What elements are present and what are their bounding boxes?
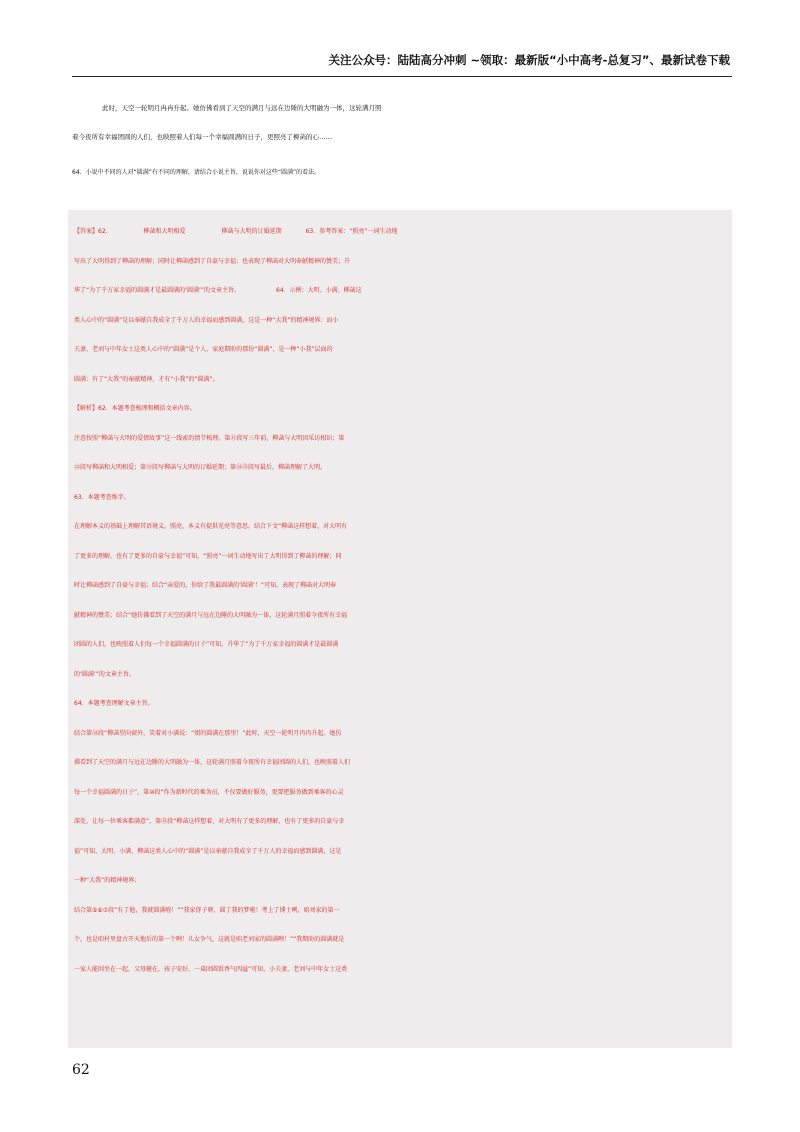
analysis-line: 深处，让每一位乘客都满意”，第⑮段“柳菡这样想着，对大明有了更多的理解，也有了更多的自豪与幸 [74, 818, 345, 825]
analysis-line: 64．本题考查理解文章主旨。 [74, 700, 154, 707]
analysis-line: 个，也是咱村里盘古开天地后的第一个咧！儿女争气，这就是咱老刘家的圆满咧！”“我期盼的圆满就是 [74, 936, 345, 943]
analysis-line: 【解析】62．本题考查梳理和概括文章内容。 [74, 405, 196, 412]
header-divider [72, 76, 732, 77]
analysis-line: 在理解本义的基础上理解其语境义。照亮，本义有提供光亮等意思。结合下文“柳菡这样想着，对大明有 [74, 523, 348, 530]
analysis-line: 结合第⑭段“柳菡望向窗外，笑着对小满说：“姐的圆满在那里！”此时，天空一轮明月冉冉升起。她仿 [74, 729, 342, 737]
analysis-line: 每一个幸福圆满的日子”，第⑩段“作为新时代的乘务员，不仅要做好服务，更要把服务做到乘客的心灵 [74, 788, 344, 796]
analysis-line: 佛看到了天空的满月与远在边陲的大明融为一体，这轮满月照着今夜所有幸福团圆的人们，也映照着人们 [74, 759, 351, 766]
analysis-line: 一种“大我”的精神境界； [74, 877, 141, 884]
answer-line: 华了“为了千万家幸福的圆满才是最圆满的‘圆满’”的文章主旨。 64．示例：大明、小满、柳菡这 [74, 287, 362, 294]
analysis-line: 团圆的人们，也映照着人们每一个幸福圆满的日子”可知，升华了“为了千万家幸福的圆满才是最圆满 [74, 641, 339, 648]
analysis-line: 时让柳菡感到了自豪与幸福；结合“亲爱的，你给了我最圆满的‘圆满’！”可知，表现了柳菡对大明奉 [74, 582, 337, 589]
page-header: 关注公众号：陆陆高分冲刺 ~领取：最新版“小中高考-总复习”、最新试卷下载 [328, 53, 730, 67]
analysis-line: 福”可知，大明、小满、柳菡这类人心中的“圆满”是以奉献自我成全了千万人的幸福而感到圆满，这是 [74, 847, 342, 855]
answer-analysis-block [74, 217, 734, 984]
analysis-line: 了更多的理解，也有了更多的自豪与幸福”可知，“照亮”一词生动地写出了大明得到了柳菡的理解；同 [74, 552, 342, 560]
answer-line: 写出了大明得到了柳菡的理解；同时让柳菡感到了自豪与幸福；也表现了柳菡对大明奉献精神的赞美；升 [74, 257, 351, 265]
analysis-line: ⑫段写柳菡和大明相爱；第⑬段写柳菡与大明的订婚延期；第⑭⑮段写最后，柳菡理解了大明。 [74, 464, 327, 471]
page-number: 62 [72, 1062, 90, 1078]
analysis-line: 献精神的赞美；结合“她仿佛看到了天空的满月与远在边陲的大明融为一体，这轮满月照着今夜所有幸福 [74, 611, 348, 619]
analysis-line: 结合第⑤⑥⑦段“有了他，我就圆满啦！”“我家伢子呀，圆了我的梦啦！考上了博士咧，咱刘家的第一 [74, 906, 340, 914]
passage-excerpt [72, 94, 732, 152]
question-64: 64．小说中不同的人对“圆满”有不同的理解，请结合小说主旨，说说你对这些“圆满”的看法。 [72, 169, 321, 176]
analysis-line: 的‘圆满’”的文章主旨。 [74, 670, 135, 678]
analysis-line: 一家人能围坐在一起，父母健在，孩子安好，一桌团圆饭香气四溢”可知，小夫妻、老刘与中年女士这类 [74, 965, 348, 973]
answer-line: 【答案】62. 柳菡和大明相爱 柳菡与大明的订婚延期 63．参考答案：“照亮”一词生动地 [74, 228, 398, 235]
answer-line: 圆满：有了“大我”的奉献精神，才有“小我”的“圆满”。 [74, 375, 219, 383]
passage-line: 此时，天空一轮明月冉冉升起。她仿佛看到了天空的满月与远在边陲的大明融为一体，这轮满月照 [102, 104, 382, 112]
passage-line: 着今夜所有幸福团圆的人们，也映照着人们每一个幸福圆满的日子，更照亮了柳菡的心…… [72, 133, 332, 141]
analysis-line: 注意按照“柳菡与大明的爱情故事”这一线索的情节梳理。第⑪段写三年前，柳菡与大明因采访相识；第 [74, 434, 345, 442]
answer-line: 类人心中的“圆满”是以奉献自我成全了千万人的幸福而感到圆满，这是一种“大我”的精神境界：而小 [74, 316, 339, 324]
analysis-line: 63．本题考查炼字。 [74, 493, 130, 501]
answer-line: 夫妻、老刘与中年女士这类人心中的“圆满”是个人、家庭期盼的那份“圆满”，是一种“小我”层面的 [74, 346, 333, 353]
